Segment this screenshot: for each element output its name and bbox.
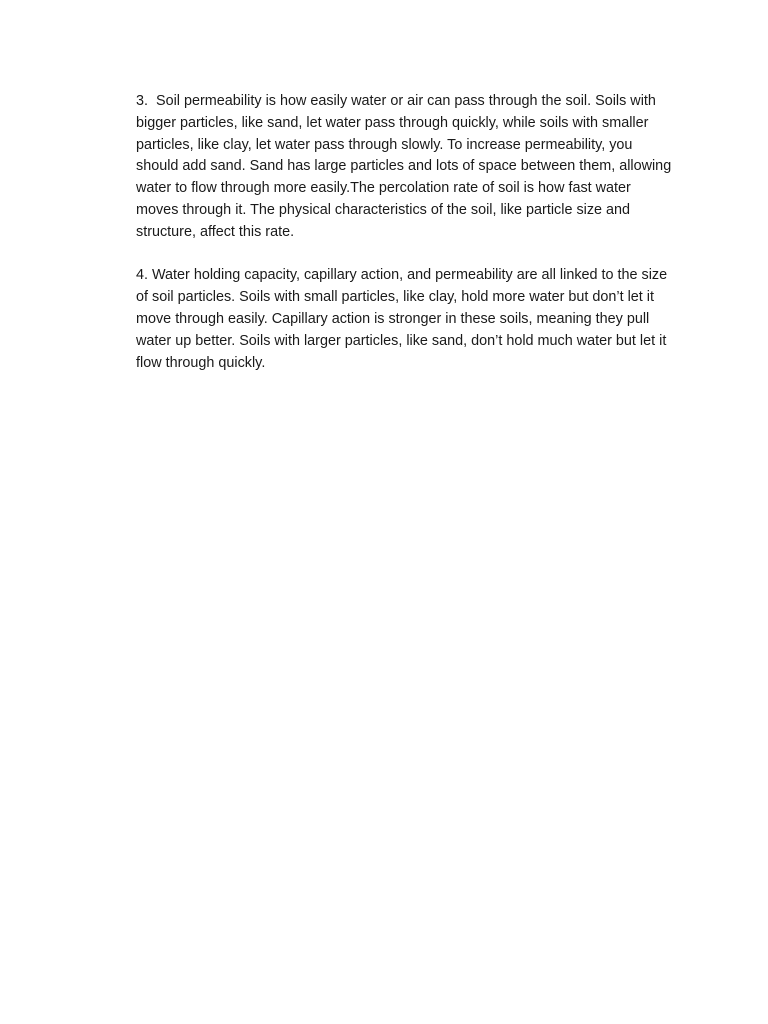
paragraph-answer-4: 4. Water holding capacity, capillary action, and permeability are all linked to the size of soil particles. Soils with small particles, like clay, hold more water but don’t let it move through easily. Capillary action is stronger in these soils, meaning they pull water up better. Soils with larger particles, like sand, don’t hold much water but let it flow through quickly. (136, 267, 672, 371)
paragraph-answer-3: 3. Soil permeability is how easily water or air can pass through the soil. Soils with bigger particles, like sand, let water pass through quickly, while soils with smaller particles, like clay, let water pass through slowly. To increase permeability, you should add sand. Sand has large particles and lots of space between them, allowing water to flow through more easily.The percolation rate of soil is how fast water moves through it. The physical characteristics of the soil, like particle size and structure, affect this rate. (136, 93, 676, 240)
document-body (136, 91, 676, 396)
